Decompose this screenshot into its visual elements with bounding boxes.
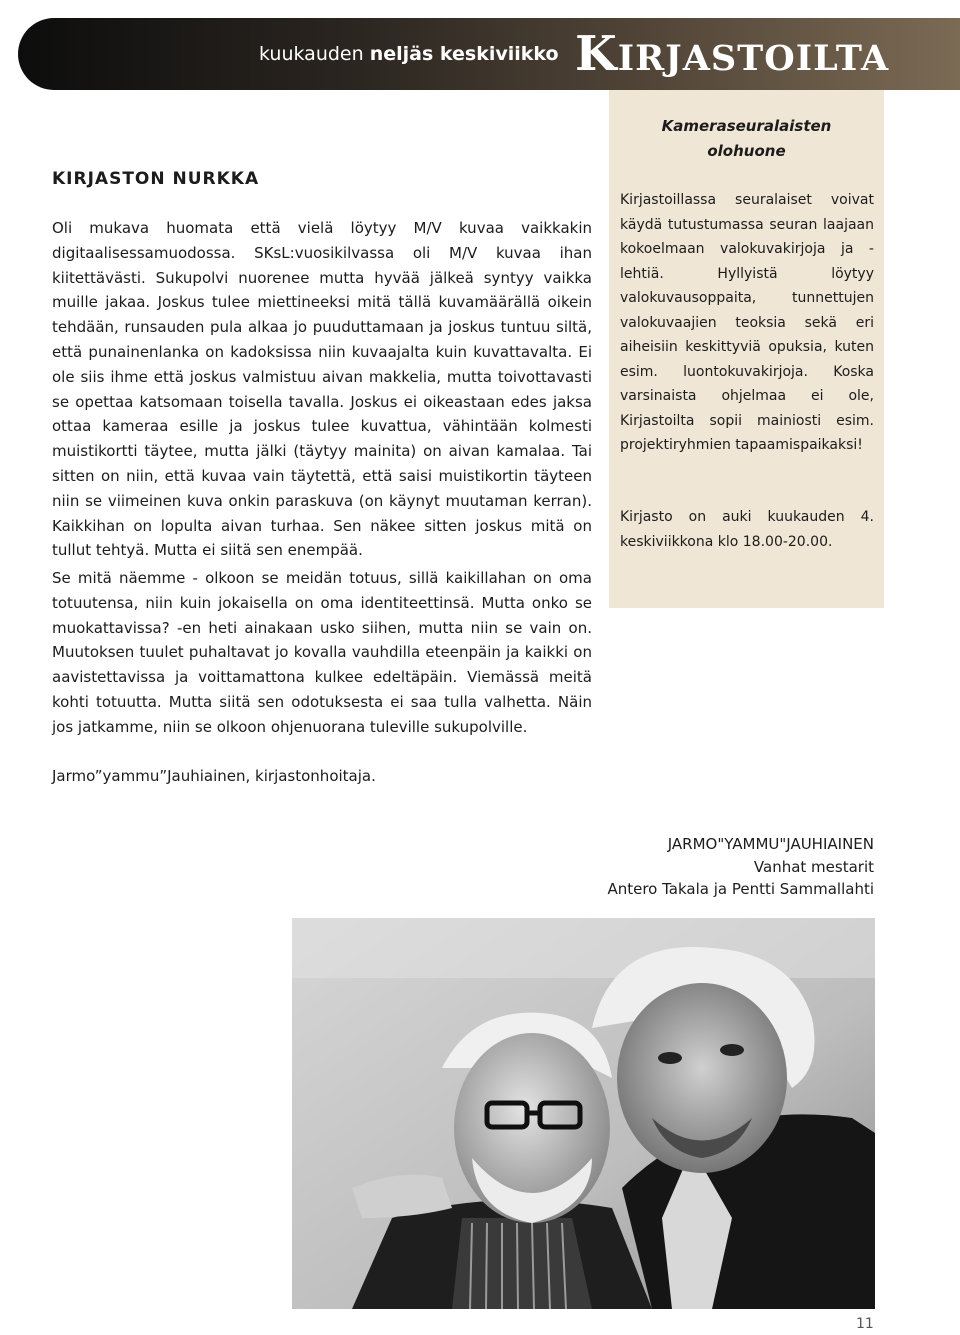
header-subtitle-bold: neljäs keskiviikko [369,43,559,65]
header-subtitle [259,43,559,65]
sidebar-title [609,114,884,164]
article-paragraph-2: Se mitä näemme - olkoon se meidän totuus, sillä kaikillahan on oma totuutensa, niin kuin jokaisella on oma identiteettinsä. Mutta onko se muokattavissa? -en heti ainakaan usko siihen, mutta niin se vain on. Muutoksen tuulet puhaltavat jo kovalla vauhdilla eteenpäin ja kaikki on aavistettavissa ja voittamattona kulkee edeltäpäin. Viemässä meitä kohti totuutta. Mutta siitä sen odotuksesta ei saa tulla valhetta. Näin jos jatkamme, niin se olkoon ohjenuorana tuleville sukupolville. [52,569,592,736]
section-title: KIRJASTON NURKKA [52,169,260,189]
sidebar-box [609,90,884,608]
header-subtitle-light: kuukauden [259,43,364,65]
photo-subjects: Antero Takala ja Pentti Sammallahti [607,880,874,898]
sidebar-title-line-1: Kameraseuralaisten [661,117,832,135]
header-banner [18,18,960,90]
photo [292,918,875,1309]
sidebar-title-line-2: olohuone [707,142,786,160]
photo-title: Vanhat mestarit [753,857,874,876]
sidebar-paragraph-2: Kirjasto on auki kuukauden 4. keskiviikkona klo 18.00-20.00. [620,509,874,550]
header-brand [575,26,889,87]
photo-caption [607,833,874,901]
article-signature: Jarmo”yammu”Jauhiainen, kirjastonhoitaja. [52,767,376,785]
photo-illustration [292,918,875,1309]
photo-credit: JARMO"YAMMU"JAUHIAINEN [667,835,874,853]
header-brand-rest: IRJASTOILTA [617,38,890,79]
sidebar-paragraph-1: Kirjastoillassa seuralaiset voivat käydä tutustumassa seuran laajaan kokoelmaan valokuvakirjoja ja -lehtiä. Hyllyistä löytyy valokuvausoppaita, tunnettujen valokuvaajien teoksia sekä eri aiheisiin keskittyviä opuksia, kuten esim. luontokuvakirjoja. Koska varsinaista ohjelmaa ei ole, Kirjastoilta sopii mainiosti esim. projektiryhmien tapaamispaikaksi! [620,192,874,453]
article-paragraph-1: Oli mukava huomata että vielä löytyy M/V kuvaa vaikkakin digitaalisessamuodossa. SKsL:vuosikilvassa oli M/V kuvaa ihan kiitettävästi. Sukupolvi nuorenee mutta hyvää jälkeä syntyy vaikka muille jakaa. Joskus tulee miettineeksi mitä tällä kuvamäärällä oikein tehdään, runsauden pula alkaa jo puuduttamaan ja joskus tuntuu siltä, että punainenlanka on kadoksissa niin kuvaajalta kuin kuvattavalta. Ei ole siis ihme että joskus valmistuu aivan makkelia, mutta toivottavasti se opettaa katsomaan toisella tavalla. Joskus ei oikeastaan edes jaksa ottaa kameraa esille ja joskus tulee kuvattua, vähintään kolmesti muistikortti täytee, mutta jälki (täytyy mainita) on aivan kamalaa. Tai sitten on niin, että kuvaa vain täytettä, että saisi muistikortin täyteen niin se viimeinen kuva onkin paraskuva (on käynyt muutaman kerran). Kaikkihan on lopulta aivan turhaa. Sen näkee sitten joskus mitä on tullut tehtyä. Mutta ei siitä sen enempää. [52,219,592,560]
page-number: 11 [856,1316,874,1332]
header-brand-initial: K [575,26,618,82]
